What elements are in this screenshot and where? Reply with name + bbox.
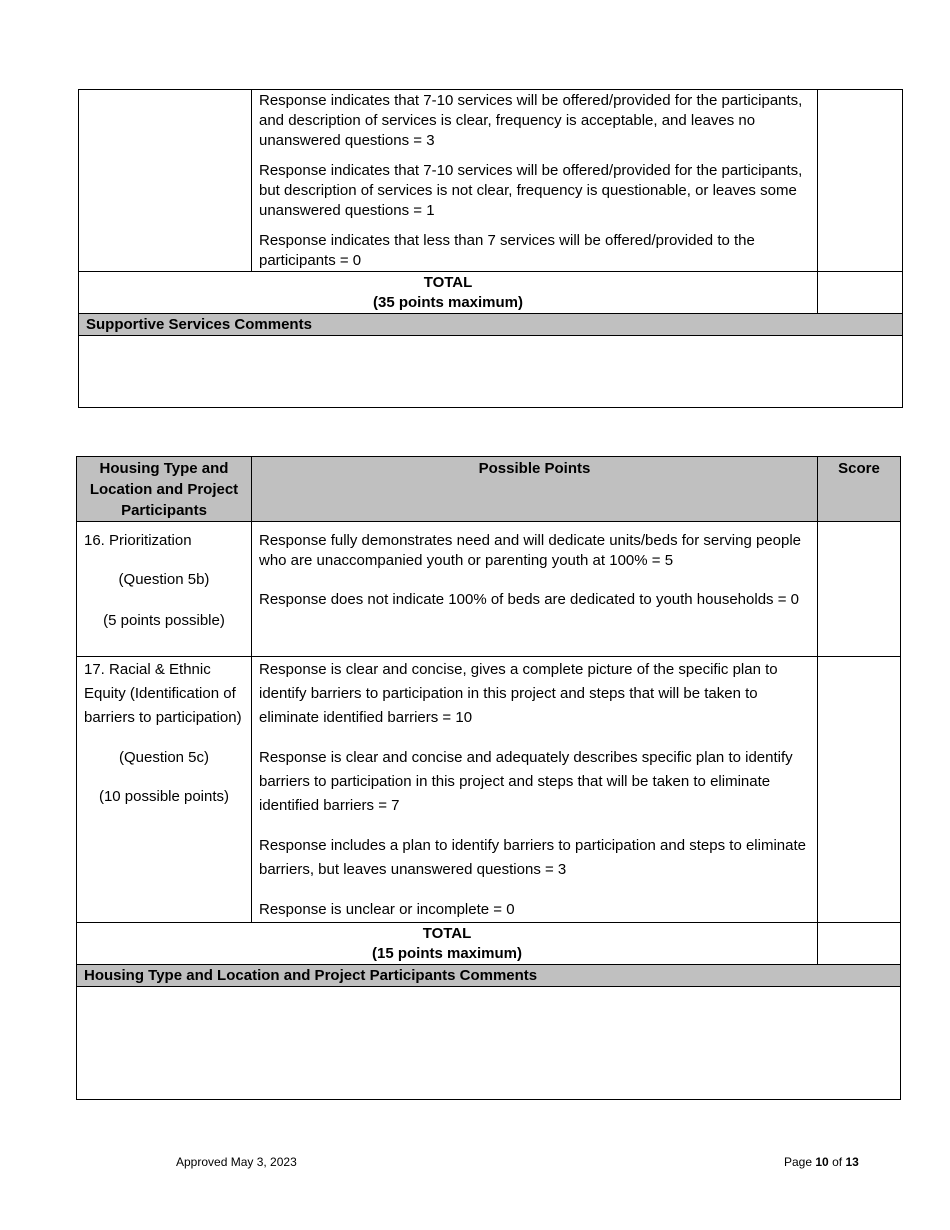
page-total: 13	[845, 1155, 859, 1169]
criteria-title: 17. Racial & Ethnic Equity (Identification of barriers to participation)	[84, 661, 242, 726]
page-prefix: Page	[784, 1155, 813, 1169]
criteria-points: (10 possible points)	[98, 788, 230, 805]
approved-date: Approved May 3, 2023	[176, 1155, 297, 1169]
possible-points-cell	[252, 657, 818, 923]
table-row	[77, 522, 901, 657]
header-row	[77, 457, 901, 522]
comments-header-row	[77, 965, 901, 987]
criteria-cell	[77, 522, 252, 657]
comments-header: Supportive Services Comments	[79, 314, 903, 336]
response-option: Response indicates that less than 7 services will be offered/provided to the participants = 0	[259, 232, 755, 269]
total-label: TOTAL	[423, 274, 473, 291]
criteria-points: (5 points possible)	[103, 612, 225, 629]
total-row	[79, 272, 903, 314]
page-of: of	[832, 1155, 843, 1169]
possible-points-cell	[252, 522, 818, 657]
criteria-header: Housing Type and Location and Project Participants	[77, 457, 252, 522]
score-cell[interactable]	[818, 657, 901, 923]
response-option: Response indicates that 7-10 services will be offered/provided for the participants, and description of services is clear, frequency is acceptable, and leaves no unanswered questions = 3	[259, 92, 803, 149]
criteria-question: (Question 5c)	[118, 749, 210, 766]
table-row	[77, 657, 901, 923]
criteria-question: (Question 5b)	[118, 571, 210, 588]
criteria-title: 16. Prioritization	[84, 532, 192, 549]
total-label: TOTAL	[422, 925, 472, 942]
score-header: Score	[818, 457, 901, 522]
comments-row	[79, 336, 903, 408]
response-option: Response does not indicate 100% of beds are dedicated to youth households = 0	[259, 591, 799, 608]
response-option: Response includes a plan to identify barriers to participation and steps to eliminate barriers, but leaves unanswered questions = 3	[259, 837, 806, 878]
supportive-services-table	[78, 89, 903, 408]
possible-points-header: Possible Points	[252, 457, 818, 522]
score-cell[interactable]	[818, 90, 903, 272]
housing-type-table	[76, 456, 901, 1100]
comments-header: Housing Type and Location and Project Participants Comments	[77, 965, 901, 987]
response-option: Response is unclear or incomplete = 0	[259, 901, 515, 918]
comments-field[interactable]	[77, 987, 901, 1100]
total-label-cell	[79, 272, 818, 314]
comments-field[interactable]	[79, 336, 903, 408]
response-option: Response fully demonstrates need and will dedicate units/beds for serving people who are unaccompanied youth or parenting youth at 100% = 5	[259, 532, 801, 569]
criteria-cell	[79, 90, 252, 272]
total-max: (15 points maximum)	[371, 945, 523, 962]
response-option: Response is clear and concise, gives a complete picture of the specific plan to identify barriers to participation in this project and steps that will be taken to eliminate identified barriers = 10	[259, 661, 778, 726]
response-option: Response is clear and concise and adequately describes specific plan to identify barriers to participation in this project and steps that will be taken to eliminate identified barriers = 7	[259, 749, 793, 814]
possible-points-cell	[252, 90, 818, 272]
criteria-cell	[77, 657, 252, 923]
total-row	[77, 923, 901, 965]
total-max: (35 points maximum)	[372, 294, 524, 311]
comments-header-row	[79, 314, 903, 336]
table-row	[79, 90, 903, 272]
response-option: Response indicates that 7-10 services will be offered/provided for the participants, but description of services is not clear, frequency is questionable, or leaves some unanswered questions = 1	[259, 162, 803, 219]
page-number	[784, 1155, 859, 1169]
comments-row	[77, 987, 901, 1100]
total-score-cell[interactable]	[818, 272, 903, 314]
total-score-cell[interactable]	[818, 923, 901, 965]
page-current: 10	[815, 1155, 829, 1169]
score-cell[interactable]	[818, 522, 901, 657]
total-label-cell	[77, 923, 818, 965]
